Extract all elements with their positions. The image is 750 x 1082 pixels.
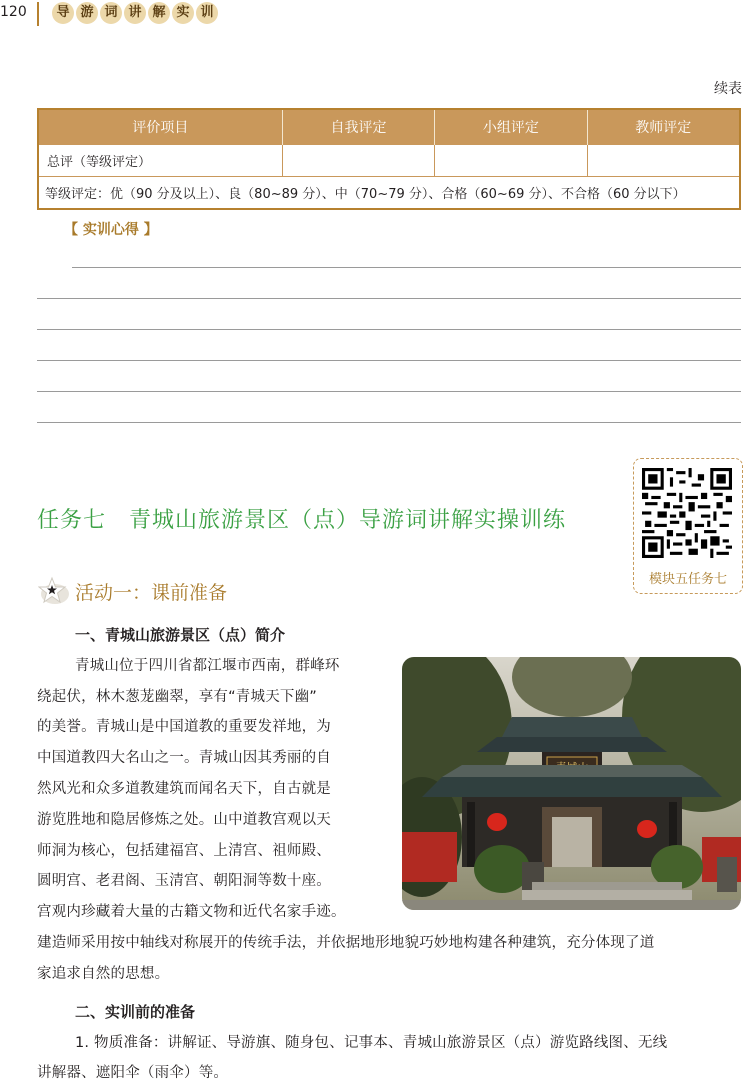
table-header: 教师评定 xyxy=(587,109,740,145)
book-title xyxy=(52,2,218,24)
page-number: 120 xyxy=(0,4,27,20)
body-text-line: 青城山位于四川省都江堰市西南，群峰环 xyxy=(75,658,340,674)
table-row xyxy=(38,177,740,210)
qr-code-icon[interactable] xyxy=(642,468,732,558)
activity-title: 活动一：课前准备 xyxy=(75,582,228,604)
section-heading: 二、实训前的准备 xyxy=(75,1003,196,1021)
experience-label: 【 实训心得 】 xyxy=(64,222,158,238)
body-text-line: 中国道教四大名山之一。青城山因其秀丽的自 xyxy=(37,750,331,766)
table-cell: 总评（等级评定） xyxy=(38,145,282,177)
book-title-char: 实 xyxy=(172,2,194,24)
table-cell xyxy=(282,145,434,177)
body-text-line: 宫观内珍藏着大量的古籍文物和近代名家手迹。 xyxy=(37,904,346,920)
body-text-line: 讲解器、遮阳伞（雨伞）等。 xyxy=(37,1065,229,1081)
writing-line xyxy=(37,422,741,423)
writing-line xyxy=(37,329,741,330)
book-title-char: 讲 xyxy=(124,2,146,24)
section-heading: 一、青城山旅游景区（点）简介 xyxy=(75,626,286,644)
body-text-line: 师洞为核心，包括建福宫、上清宫、祖师殿、 xyxy=(37,843,331,859)
writing-line xyxy=(37,391,741,392)
book-title-char: 游 xyxy=(76,2,98,24)
table-header-row xyxy=(38,109,740,145)
continued-label: 续表 xyxy=(714,81,742,97)
writing-line xyxy=(37,298,741,299)
body-text-line: 建造师采用按中轴线对称展开的传统手法，并依据地形地貌巧妙地构建各种建筑，充分体现了道 xyxy=(37,935,655,951)
star-icon xyxy=(38,576,70,606)
book-title-char: 导 xyxy=(52,2,74,24)
book-title-char: 解 xyxy=(148,2,170,24)
body-text-line: 圆明宫、老君阁、玉清宫、朝阳洞等数十座。 xyxy=(37,873,331,889)
body-text-line: 游览胜地和隐居修炼之处。山中道教宫观以天 xyxy=(37,812,331,828)
table-cell xyxy=(435,145,587,177)
writing-line xyxy=(37,360,741,361)
writing-line xyxy=(72,267,741,268)
table-header: 小组评定 xyxy=(435,109,587,145)
qr-caption: 模块五任务七 xyxy=(648,572,727,587)
table-row xyxy=(38,145,740,177)
book-title-char: 训 xyxy=(196,2,218,24)
book-title-char: 词 xyxy=(100,2,122,24)
table-header: 自我评定 xyxy=(282,109,434,145)
body-text-line: 家追求自然的思想。 xyxy=(37,966,170,982)
evaluation-table xyxy=(37,108,741,210)
body-text-line: 绕起伏，林木葱茏幽翠，享有“青城天下幽” xyxy=(37,689,318,705)
grading-note: 等级评定：优（90 分及以上）、良（80~89 分）、中（70~79 分）、合格（60~69 分）、不合格（60 分以下） xyxy=(38,177,740,210)
task-title: 任务七 青城山旅游景区（点）导游词讲解实操训练 xyxy=(37,508,567,533)
body-text-line: 然风光和众多道教建筑而闻名天下，自古就是 xyxy=(37,781,331,797)
header-divider xyxy=(37,2,39,26)
body-text-line: 1. 物质准备：讲解证、导游旗、随身包、记事本、青城山旅游景区（点）游览路线图、无线 xyxy=(75,1035,668,1051)
temple-gate-photo xyxy=(402,657,741,910)
temple-gate-illustration xyxy=(402,657,741,910)
table-header: 评价项目 xyxy=(38,109,282,145)
body-text-line: 的美誉。青城山是中国道教的重要发祥地，为 xyxy=(37,719,331,735)
table-cell xyxy=(587,145,740,177)
